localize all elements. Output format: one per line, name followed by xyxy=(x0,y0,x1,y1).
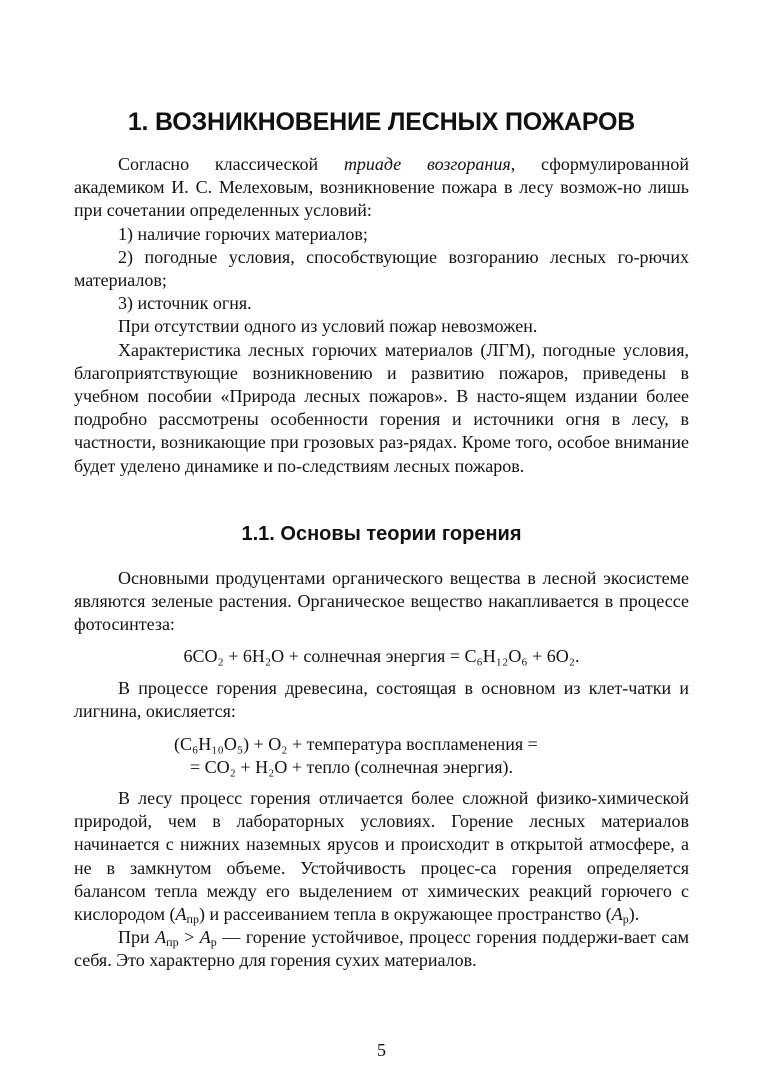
subscript-r: р xyxy=(622,912,629,927)
subscript-pr-2: пр xyxy=(166,935,179,950)
intro-text-b: , сформулированной академиком И. С. Мелеховым, возникновение пожара в лесу возмож-но лишь при сочетании определенных условий: xyxy=(74,154,689,221)
symbol-a-pr-2: A xyxy=(155,927,167,948)
list-item-3: 3) источник огня. xyxy=(118,293,252,314)
section-paragraph-1: Основными продуцентами органического вещества в лесной экосистеме являются зеленые растения. Органическое вещество накапливается в процессе фотосинтеза: xyxy=(74,568,689,635)
symbol-a-r: A xyxy=(611,904,623,925)
p4-text-c: — горение устойчивое, процесс горения поддержи-вает сам себя. Это характерно для горения сухих материалов. xyxy=(74,927,690,971)
section-paragraph-4 xyxy=(74,926,689,972)
intro-paragraph xyxy=(74,153,689,223)
section-title: 1.1. Основы теории горения xyxy=(241,523,522,545)
section-paragraph-2-block xyxy=(74,677,689,723)
combustion-equation-line-1: (C₆H₁₀O₅) + O₂ + температура воспламенения = xyxy=(174,734,538,754)
section-paragraph-1-block xyxy=(74,567,689,637)
section-paragraph-3-block xyxy=(74,787,689,973)
p4-text-b: > xyxy=(178,927,200,948)
p3-text-c: ). xyxy=(628,904,640,925)
p3-text-a: В лесу процесс горения отличается более сложной физико-химической природой, чем в лабораторных условиях. Горение лесных материалов начинается с нижних наземных ярусов и происходит в открытой атмосфере, а не в замкнутом объеме. Устойчивость процес-са горения определяется балансом тепла между его выделением от химических реакций горючего с кислородом ( xyxy=(74,788,689,925)
characteristics-paragraph: Характеристика лесных горючих материалов (ЛГМ), погодные условия, благоприятствующие возникновению и развитию пожаров, приведены в учебном пособии «Природа лесных пожаров». В насто-ящем издании более подробно рассмотрены особенности горения и источники огня в лесу, в частности, возникающие при грозовых раз-рядах. Кроме того, особое внимание будет уделено динамике и по-следствиям лесных пожаров. xyxy=(74,339,689,476)
intro-italic-term: триаде возгорания xyxy=(343,154,511,174)
p4-text-a: При xyxy=(118,927,156,948)
symbol-a-pr: A xyxy=(175,904,187,925)
combustion-equation-line-2: = CO₂ + H₂O + тепло (солнечная энергия). xyxy=(190,757,513,777)
intro-block xyxy=(74,153,689,478)
section-paragraph-2: В процессе горения древесина, состоящая в основном из клет-чатки и лигнина, окисляется: xyxy=(74,678,689,722)
subscript-pr: пр xyxy=(186,912,199,927)
subscript-r-2: р xyxy=(210,935,217,950)
absence-paragraph: При отсутствии одного из условий пожар невозможен. xyxy=(118,316,538,337)
list-item-1: 1) наличие горючих материалов; xyxy=(118,223,368,244)
intro-text-a: Согласно классической xyxy=(118,154,344,174)
section-paragraph-3 xyxy=(74,787,689,926)
photosynthesis-equation: 6CO₂ + 6H₂O + солнечная энергия = C₆H₁₂O₆ + 6O₂. xyxy=(183,646,580,666)
symbol-a-r-2: A xyxy=(199,927,211,948)
list-item-2: 2) погодные условия, способствующие возгоранию лесных го-рючих материалов; xyxy=(74,246,689,291)
page-number: 5 xyxy=(377,1040,386,1060)
chapter-title: 1. ВОЗНИКНОВЕНИЕ ЛЕСНЫХ ПОЖАРОВ xyxy=(127,108,636,136)
p3-text-b: ) и рассеиванием тепла в окружающее пространство ( xyxy=(198,904,612,925)
